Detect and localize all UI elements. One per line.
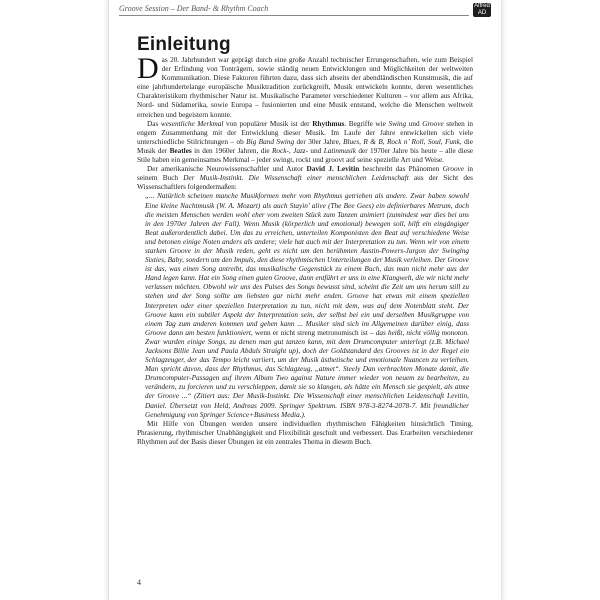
p2-text-q: und xyxy=(308,146,324,155)
paragraph-3 xyxy=(137,165,473,192)
p2-italic-b: wesentliche Merkmal xyxy=(160,119,224,128)
p2-text-s: der 1970er Jahre bis heute – alle diese Stile haben ein gemeinsames Merkmal – jeder swingt, rockt und groovt auf seine spezielle Art und Weise. xyxy=(137,146,473,165)
p2-italic-l: Blues, R & B, Rock n’ Roll, Soul, Funk xyxy=(343,137,460,146)
drop-cap: D xyxy=(137,52,159,85)
running-head-text: Groove Session – Der Band- & Rhythm Coach xyxy=(119,4,269,13)
header-rule xyxy=(119,15,469,16)
p2-bold-n: Beatles xyxy=(169,146,192,155)
p2-text-c: von populärer Musik ist der xyxy=(223,119,313,128)
p2-italic-p: Rock-, Jazz- xyxy=(272,146,309,155)
block-quote xyxy=(145,192,469,419)
logo-top-text: Alfred xyxy=(474,3,490,9)
publisher-logo xyxy=(473,3,491,17)
p2-italic-j: Big Band Swing xyxy=(246,137,295,146)
p2-text-g: und xyxy=(406,119,423,128)
p2-text-a: Das xyxy=(147,119,161,128)
p3-text-g: aus der Sicht des Wissenschaftlers folgendermaßen: xyxy=(137,174,473,192)
p2-text-m: , die Musik der xyxy=(137,137,473,155)
p3-text-e: in seinem Buch xyxy=(137,165,473,183)
page-number: 4 xyxy=(137,578,141,587)
logo-bottom-text: AD xyxy=(477,10,487,16)
p2-text-o: in den 1960er Jahren, die xyxy=(191,146,272,155)
quote-text-c: – das heißt, nicht völlig monoton. Zwar wurden einige Songs, zu denen man gut tanzen kann, mit dem Drumcomputer unterlegt (z.B. Michael Jacksons Billie Jean und Paula Abduls Straight up), doch der Goldstandard des Grooves ist in der Regel ein Schlagzeuger, der das Tempo leicht variiert, um der Musik ästhetische und emotionale Nuancen zu verleihen. Man spricht davon, dass der Rhythmus, das Schlagzeug, „atmet“. Steely Dan verbrachten Monate damit, die Drumcomputer-Passagen auf ihrem Album Two against Nature immer wieder von neuem zu bearbeiten, zu verändern, zu forcieren und zu verschleppen, damit sie so klangen, als hätte ein Mensch sie gespielt, als atme der Groove ...“ (Zitiert aus: Der Musik-Instinkt. Die Wissenschaft einer menschlichen Leidenschaft Levitin, Daniel. Übersetzt von Held, Andreas 2009. Springer Spektrum. ISBN 978-3-8274-2078-7. Mit freundlicher Genehmigung von Springer Science+Business Media.). xyxy=(145,328,469,419)
quote-text-a: „... Natürlich scheinen manche Musikformen mehr vom Rhythmus getrieben als andere. Zwar haben sowohl Eine kleine Nachtmusik (W. A. Mozart) als auch Stayin’ alive (The Bee Gees) ein definierbares Metrum, doch die meisten Menschen werden wohl eher vom zweiten Stück zum Tanzen animiert (zumindest war dies bei uns in den 1970er Jahren der Fall). Wenn Musik (körperlich und emotional) bewegen soll, hilft ein eingängiger Beat außerordentlich dabei. Um das zu erreichen, unterteilen Komponisten den Beat auf verschiedene Weise und betonen einige Noten anders als andere; viele hat auch mit der Interpretation zu tun. Wenn wir von einem starken Groove in der Musik reden, geht es nicht um den berühmten Austin-Powers-Jargon der Swinging Sixties, Baby, sondern um den Impuls, den diese rhythmischen Unterteilungen der Musik verleihen. Der Groove ist das, was einen Song antreibt, das musikalische Gegenstück zu einem Buch, das man nicht mehr aus der Hand legen kann. Hat ein Song einen guten Groove, dann entführt er uns in eine Klangwelt, die wir nicht mehr verlassen möchten. Obwohl wir uns des Pulses des Songs bewusst sind, scheint die Zeit um uns herum still zu stehen und der Song sollte am liebsten gar nicht mehr enden. Groove hat etwas mit einem speziellen Interpreten oder einer speziellen Interpretation zu tun, nicht mit dem, was auf dem Notenblatt steht. Der Groove kann ein subtiler Aspekt der Interpretation sein, der selbst bei ein und derselben Musikgruppe von einem Tag zum anderen kommen und gehen kann ... Musiker sind sich im Allgemeinen darüber einig, dass Groove dann am besten funktioniert xyxy=(145,192,469,337)
p2-italic-r: Latinmusik xyxy=(323,146,356,155)
p3-italic-d: Groove xyxy=(442,165,465,174)
p2-text-e: . Begriffe wie xyxy=(344,119,389,128)
paragraph-1-text: as 20. Jahrhundert war geprägt durch eine große Anzahl technischer Errungenschaften, wie zum Beispiel der Erfindung von Tonträgern, sowie ständig neuen Entwicklungen und Möglichkeiten der weltweiten Kommunikation. Diese Faktoren führten dazu, dass sich abseits der abendländischen Kunstmusik, die auf eine jahrhundertelange europäische Musiktradition zurückgreift, Musik entwickeln konnte, deren wesentliches Charakteristikum rhythmischer Natur ist. Musikalische Parameter verschiedener Kulturen – vor allem aus Afrika, Nord- und Südamerika, sowie Europa – fusionierten und eine Musik entstand, welche die Menschen weltweit erreichen und begeistern konnte. xyxy=(137,56,473,119)
p2-bold-d: Rhythmus xyxy=(312,119,345,128)
p3-italic-f: Der Musik-Instinkt. Die Wissenschaft einer menschlichen Leidenschaft xyxy=(183,174,409,183)
quote-upright-b: , wenn er nicht streng metronomisch ist xyxy=(250,328,368,337)
p3-text-c: beschreibt das Phänomen xyxy=(359,165,443,174)
paragraph-4-text: Mit Hilfe von Übungen werden unsere individuellen rhythmischen Fähigkeiten hinsichtlich Timing, Phrasierung, rhythmischer Unabhängigkeit und Flexibilität geschult und verbessert. Das Erarbeiten verschiedener Rhythmen auf der Basis dieser Übungen ist ein zentrales Thema in diesem Buch. xyxy=(137,419,473,446)
running-head xyxy=(119,4,491,18)
paragraph-1 xyxy=(137,52,473,120)
p2-italic-f: Swing xyxy=(388,119,407,128)
paragraph-2 xyxy=(137,120,473,165)
p2-text-k: der 30er Jahre, xyxy=(294,137,344,146)
p3-bold-b: David J. Levitin xyxy=(306,165,360,174)
book-page xyxy=(108,0,502,600)
p3-text-a: Der amerikanische Neurowissenschaftler und Autor xyxy=(147,165,307,174)
p2-italic-h: Groove xyxy=(422,119,444,128)
chapter-title: Einleitung xyxy=(137,34,231,55)
paragraph-4 xyxy=(137,420,473,447)
p2-text-i: stehen in engem Zusammenhang mit der Entwicklung dieser Musik. Im Laufe der Jahre entwickelten sich viele unterschiedliche Stilrichtungen – ob xyxy=(137,119,474,146)
body-text xyxy=(137,52,474,447)
